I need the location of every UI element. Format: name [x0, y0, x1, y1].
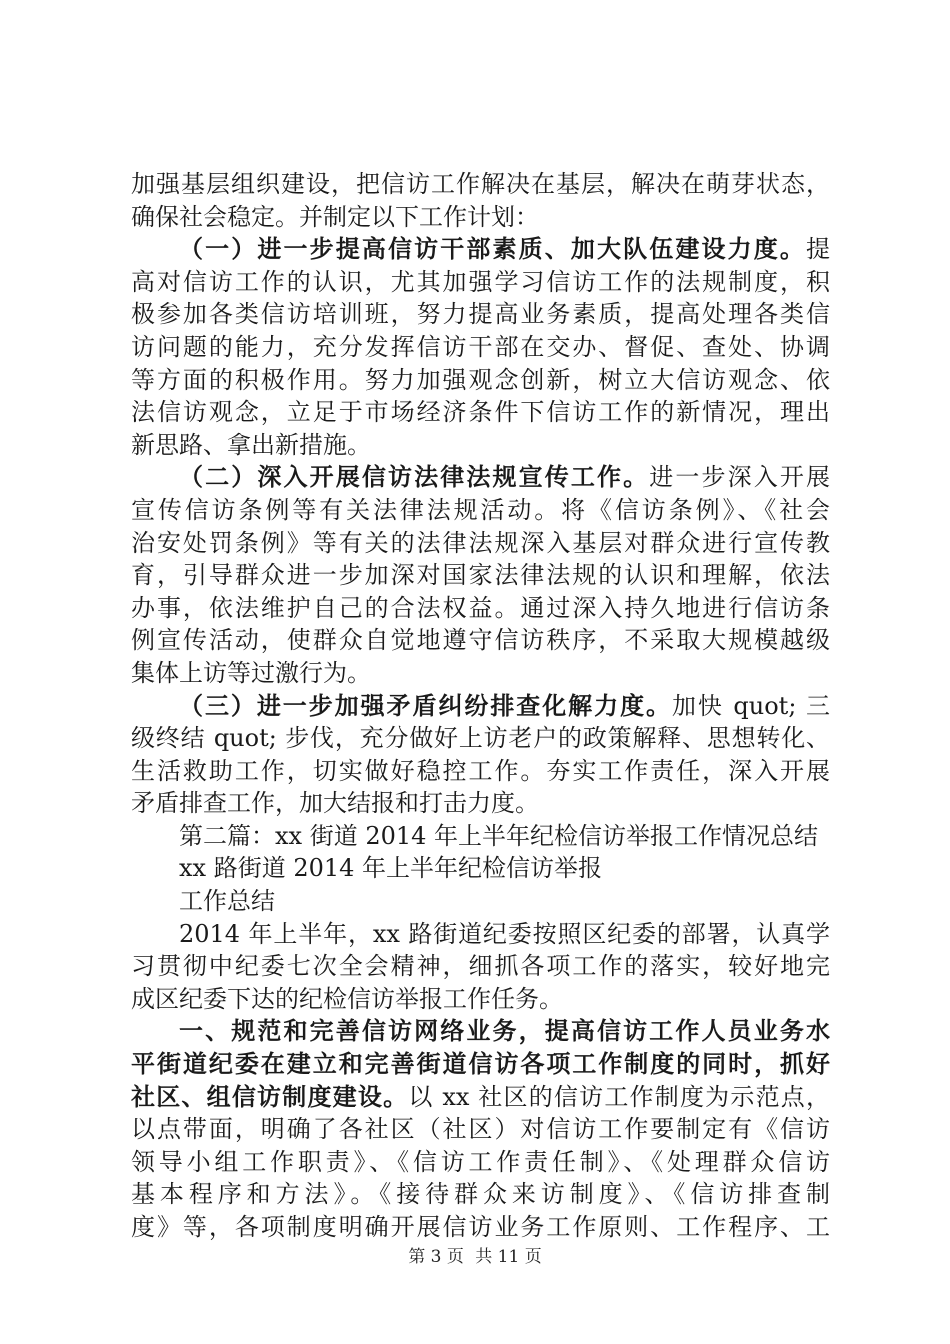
- text-line: [131, 852, 830, 885]
- line-text: 法信访观念，立足于市场经济条件下信访工作的新情况，理出: [131, 398, 830, 427]
- line-text: 2014 年上半年，xx 路街道纪委按照区纪委的部署，认真学: [179, 919, 830, 948]
- text-line: [131, 1048, 830, 1081]
- text-line: [131, 233, 830, 266]
- text-line: [131, 201, 830, 234]
- line-text: 生活救助工作，切实做好稳控工作。夯实工作责任，深入开展: [131, 756, 830, 785]
- line-text: 加快 quot; 三: [671, 691, 830, 720]
- text-line: [131, 1146, 830, 1179]
- text-line: [131, 657, 830, 690]
- line-text: 育，引导群众进一步加深对国家法律法规的认识和理解，依法: [131, 561, 830, 590]
- text-line: [131, 1015, 830, 1048]
- bold-heading: （二）深入开展信访法律法规宣传工作。: [179, 462, 650, 492]
- line-text: 等方面的积极作用。努力加强观念创新，树立大信访观念、依: [131, 365, 830, 394]
- line-text: 治安处罚条例》等有关的法律法规深入基层对群众进行宣传教: [131, 528, 830, 557]
- text-line: [131, 950, 830, 983]
- text-line: [131, 331, 830, 364]
- bold-heading: 社区、组信访制度建设。: [131, 1081, 409, 1111]
- line-text: 确保社会稳定。并制定以下工作计划：: [131, 202, 539, 231]
- line-text: 宣传信访条例等有关法律法规活动。将《信访条例》、《社会: [131, 495, 830, 524]
- text-line: [131, 1081, 830, 1114]
- line-text: 办事，依法维护自己的合法权益。通过深入持久地进行信访条: [131, 593, 830, 622]
- text-line: [131, 494, 830, 527]
- text-line: [131, 168, 830, 201]
- text-line: [131, 429, 830, 462]
- text-line: [131, 918, 830, 951]
- bold-heading: （一）进一步提高信访干部素质、加大队伍建设力度。: [179, 234, 806, 264]
- line-text: 极参加各类信访培训班，努力提高业务素质，提高处理各类信: [131, 300, 830, 329]
- text-line: [131, 559, 830, 592]
- line-text: 领导小组工作职责》、《信访工作责任制》、《处理群众信访: [131, 1147, 830, 1176]
- line-text: 第二篇：xx 街道 2014 年上半年纪检信访举报工作情况总结: [179, 821, 819, 850]
- line-text: 例宣传活动，使群众自觉地遵守信访秩序，不采取大规模越级: [131, 626, 830, 655]
- text-line: [131, 722, 830, 755]
- line-text: 以 xx 社区的信访工作制度为示范点，: [408, 1082, 830, 1111]
- text-line: [131, 298, 830, 331]
- line-text: 度》等，各项制度明确开展信访业务工作原则、工作程序、工: [131, 1213, 830, 1241]
- line-text: xx 路街道 2014 年上半年纪检信访举报: [179, 854, 603, 883]
- page-total: 共 11 页: [475, 1247, 542, 1267]
- text-line: [131, 885, 830, 918]
- line-text: 提: [806, 235, 830, 264]
- line-text: 进一步深入开展: [649, 463, 830, 492]
- document-body: [131, 168, 830, 1244]
- line-text: 以点带面，明确了各社区（社区）对信访工作要制定有《信访: [131, 1115, 830, 1144]
- text-line: [131, 983, 830, 1016]
- line-text: 访问题的能力，充分发挥信访干部在交办、督促、查处、协调: [131, 332, 830, 361]
- text-line: [131, 527, 830, 560]
- text-line: [131, 1178, 830, 1211]
- line-text: 基本程序和方法》。《接待群众来访制度》、《信访排查制: [131, 1180, 830, 1209]
- bold-heading: （三）进一步加强矛盾纠纷排查化解力度。: [179, 690, 672, 720]
- line-text: 高对信访工作的认识，尤其加强学习信访工作的法规制度，积: [131, 267, 830, 296]
- line-text: 级终结 quot; 步伐，充分做好上访老户的政策解释、思想转化、: [131, 724, 830, 753]
- text-line: [131, 364, 830, 397]
- text-line: [131, 1113, 830, 1146]
- text-line: [131, 755, 830, 788]
- text-line: [131, 820, 830, 853]
- line-text: 集体上访等过激行为。: [131, 658, 371, 687]
- line-text: 新思路、拿出新措施。: [131, 430, 371, 459]
- line-text: 习贯彻中纪委七次全会精神，细抓各项工作的落实，较好地完: [131, 952, 830, 981]
- text-line: [131, 624, 830, 657]
- text-line: [131, 787, 830, 820]
- line-text: 工作总结: [179, 887, 275, 916]
- line-text: 加强基层组织建设，把信访工作解决在基层，解决在萌芽状态，: [131, 170, 830, 198]
- text-line: [131, 1211, 830, 1244]
- bold-heading: 平街道纪委在建立和完善街道信访各项工作制度的同时，抓好: [131, 1049, 830, 1079]
- text-line: [131, 690, 830, 723]
- page-footer: [0, 1242, 950, 1267]
- line-text: 矛盾排查工作，加大结报和打击力度。: [131, 789, 539, 818]
- page-number: 第 3 页: [408, 1247, 464, 1267]
- text-line: [131, 266, 830, 299]
- text-line: [131, 396, 830, 429]
- text-line: [131, 592, 830, 625]
- line-text: 成区纪委下达的纪检信访举报工作任务。: [131, 984, 563, 1013]
- bold-heading: 一、规范和完善信访网络业务，提高信访工作人员业务水: [179, 1016, 830, 1046]
- text-line: [131, 461, 830, 494]
